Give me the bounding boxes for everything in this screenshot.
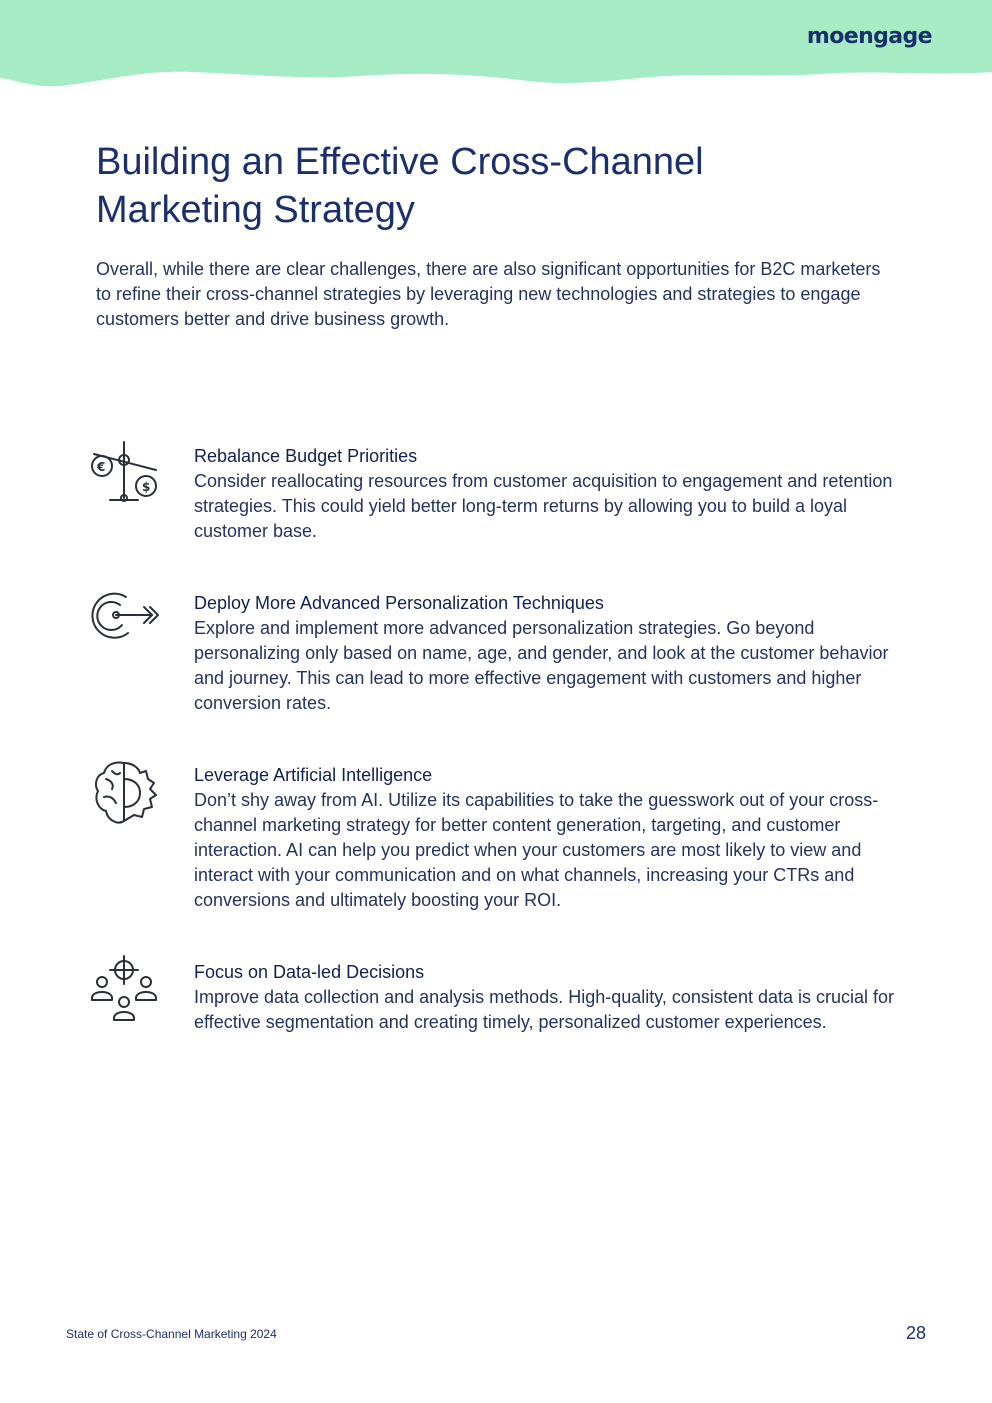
balance-scale-currency-icon <box>86 436 162 512</box>
page-title: Building an Effective Cross-Channel Marketing Strategy <box>96 141 704 231</box>
item-body: Consider reallocating resources from customer acquisition to engagement and retention strategies. This could yield better long-term returns by allowing you to build a loyal customer base. <box>194 471 893 541</box>
brain-gear-icon <box>86 755 162 831</box>
target-arrow-icon <box>86 583 162 659</box>
item-heading: Rebalance Budget Priorities <box>194 446 418 466</box>
moengage-logo[interactable]: moengage <box>806 24 932 49</box>
item-body: Explore and implement more advanced personalization strategies. Go beyond personalizing only based on name, age, and gender, and look at the customer behavior and journey. This can lead to more effective engagement with customers and higher conversion rates. <box>194 618 889 713</box>
item-body: Don’t shy away from AI. Utilize its capabilities to take the guesswork out of your cross-channel marketing strategy for better content generation, targeting, and customer interaction. AI can help you predict when your customers are most likely to view and interact with your communication and on what channels, increasing your CTRs and conversions and ultimately boosting your ROI. <box>194 790 879 910</box>
item-heading: Deploy More Advanced Personalization Techniques <box>194 593 604 613</box>
intro-paragraph: Overall, while there are clear challenges, there are also significant opportunities for B2C marketers to refine their cross-channel strategies by leveraging new technologies and strategies to engage customers better and drive business growth. <box>96 259 881 329</box>
item-heading: Focus on Data-led Decisions <box>194 962 425 982</box>
item-heading: Leverage Artificial Intelligence <box>194 765 433 785</box>
svg-text:$: $ <box>142 480 151 494</box>
page-number: 28 <box>905 1323 926 1343</box>
item-body: Improve data collection and analysis methods. High-quality, consistent data is crucial for effective segmentation and creating timely, personalized customer experiences. <box>194 987 895 1032</box>
people-target-icon <box>86 952 162 1028</box>
footer-report-title: State of Cross-Channel Marketing 2024 <box>66 1327 277 1341</box>
svg-text:€: € <box>97 460 106 474</box>
